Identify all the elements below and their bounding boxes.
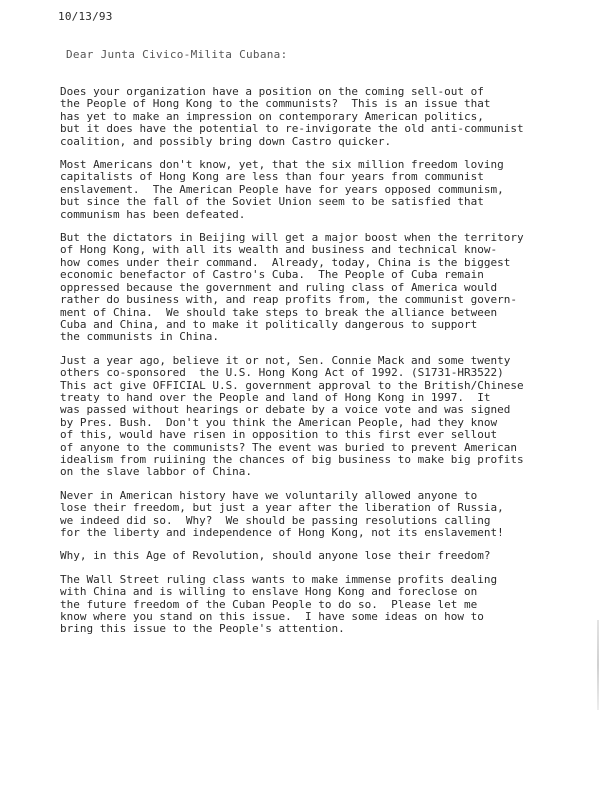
paragraph-age-of-revolution: Why, in this Age of Revolution, should anyone lose their freedom? [60,549,491,563]
letter-salutation: Dear Junta Civico-Milita Cubana: [66,48,288,61]
letter-body [60,86,590,647]
paragraph-six-million: Most Americans don't know, yet, that the six million freedom loving capitalists of Hong Kong are less than four years from communist enslavement. The American People have for years opposed communism, but since the fall of the Soviet Union seem to be satisfied that communism has been defeated. [60,158,504,221]
paragraph-hong-kong-act: Just a year ago, believe it or not, Sen. Connie Mack and some twenty others co-sponsored the U.S. Hong Kong Act of 1992. (S1731-HR3522) This act give OFFICIAL U.S. government approval to the British/Chinese treaty to hand over the People and land of Hong Kong in 1997. It was passed without hearings or debate by a voice vote and was signed by Pres. Bush. Don't you think the American People, had they know of this, would have risen in opposition to this first ever sellout of anyone to the communists? The event was buried to prevent American idealism from ruiining the chances of big business to make big profits on the slave labbor of China. [60,353,524,479]
paragraph-wall-street: The Wall Street ruling class wants to make immense profits dealing with China and is willing to enslave Hong Kong and foreclose on the future freedom of the Cuban People to do so. Please let me know where you stand on this issue. I have some ideas on how to bring this issue to the People's attention. [60,572,498,636]
paragraph-dictators-beijing: But the dictators in Beijing will get a major boost when the territory of Hong Kong, with all its wealth and business and technical know- how comes under their command. Already, today, China is the biggest economic benefactor of Castro's Cuba. The People of Cuba remain oppressed because the government and ruling class of America would rather do business with, and reap profits from, the communist govern- ment of China. We should take steps to break the alliance between Cuba and China, and to make it politically dangerous to support the communists in China. [60,231,524,344]
paragraph-american-history: Never in American history have we voluntarily allowed anyone to lose their freedom, but just a year after the liberation of Russia, we indeed did so. Why? We should be passing resolutions calling for the liberty and independence of Hong Kong, not its enslavement! [60,488,504,539]
scan-margin-mark [597,620,599,710]
paragraph-hong-kong-position: Does your organization have a position on the coming sell-out of the People of Hong Kong to the communists? This is an issue that has yet to make an impression on contemporary American politics, but it does have the potential to re-invigorate the old anti-communist coalition, and possibly bring down Castro quicker. [60,85,524,148]
letter-date: 10/13/93 [58,10,113,23]
